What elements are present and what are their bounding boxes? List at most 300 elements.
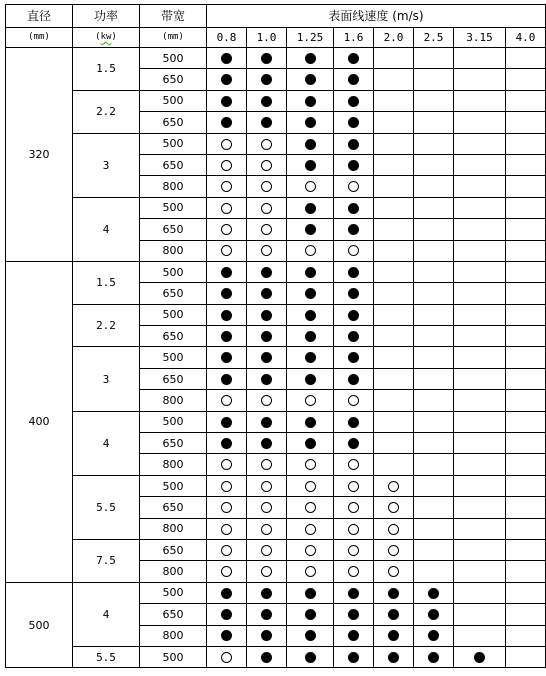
- speed-cell: [334, 347, 374, 368]
- speed-cell: [374, 411, 414, 432]
- speed-cell: [414, 261, 454, 282]
- speed-cell: [207, 48, 247, 69]
- speed-cell: [207, 283, 247, 304]
- speed-cell: [414, 433, 454, 454]
- belt-width-cell: 500: [140, 475, 207, 496]
- hollow-circle-icon: [388, 524, 399, 535]
- header-power-unit: [73, 28, 140, 48]
- filled-circle-icon: [221, 352, 232, 363]
- hollow-circle-icon: [221, 245, 232, 256]
- table-row: [6, 90, 546, 111]
- speed-cell: [207, 176, 247, 197]
- speed-cell: [454, 90, 506, 111]
- filled-circle-icon: [305, 374, 316, 385]
- filled-circle-icon: [305, 652, 316, 663]
- speed-cell: [454, 176, 506, 197]
- speed-cell: [207, 433, 247, 454]
- hollow-circle-icon: [261, 545, 272, 556]
- speed-cell: [247, 475, 287, 496]
- table-row: [6, 411, 546, 432]
- speed-cell: [454, 197, 506, 218]
- speed-cell: [414, 240, 454, 261]
- speed-cell: [374, 261, 414, 282]
- belt-width-cell: 650: [140, 368, 207, 389]
- speed-cell: [334, 154, 374, 175]
- speed-cell: [334, 261, 374, 282]
- speed-cell: [287, 304, 334, 325]
- speed-cell: [334, 390, 374, 411]
- filled-circle-icon: [348, 609, 359, 620]
- hollow-circle-icon: [348, 395, 359, 406]
- speed-cell: [454, 304, 506, 325]
- speed-cell: [334, 454, 374, 475]
- speed-cell: [414, 176, 454, 197]
- speed-cell: [287, 133, 334, 154]
- filled-circle-icon: [261, 288, 272, 299]
- speed-cell: [334, 368, 374, 389]
- hollow-circle-icon: [348, 502, 359, 513]
- filled-circle-icon: [305, 630, 316, 641]
- speed-cell: [506, 48, 546, 69]
- speed-cell: [506, 497, 546, 518]
- speed-cell: [207, 646, 247, 667]
- filled-circle-icon: [348, 331, 359, 342]
- speed-cell: [374, 197, 414, 218]
- speed-cell: [454, 69, 506, 90]
- speed-cell: [506, 304, 546, 325]
- speed-cell: [414, 48, 454, 69]
- speed-cell: [454, 411, 506, 432]
- speed-cell: [287, 347, 334, 368]
- speed-cell: [454, 625, 506, 646]
- speed-cell: [414, 154, 454, 175]
- speed-cell: [334, 197, 374, 218]
- filled-circle-icon: [221, 331, 232, 342]
- filled-circle-icon: [474, 652, 485, 663]
- speed-selection-table: [5, 4, 546, 668]
- speed-cell: [287, 454, 334, 475]
- speed-cell: [414, 347, 454, 368]
- speed-cell: [414, 539, 454, 560]
- filled-circle-icon: [305, 331, 316, 342]
- speed-cell: [414, 368, 454, 389]
- hollow-circle-icon: [221, 481, 232, 492]
- hollow-circle-icon: [221, 203, 232, 214]
- belt-width-cell: 650: [140, 497, 207, 518]
- hollow-circle-icon: [348, 566, 359, 577]
- filled-circle-icon: [221, 310, 232, 321]
- power-cell: 5.5: [73, 475, 140, 539]
- speed-cell: [287, 518, 334, 539]
- speed-cell: [207, 604, 247, 625]
- speed-cell: [374, 48, 414, 69]
- filled-circle-icon: [305, 438, 316, 449]
- speed-cell: [334, 240, 374, 261]
- speed-cell: [207, 368, 247, 389]
- speed-cell: [247, 518, 287, 539]
- speed-cell: [207, 475, 247, 496]
- filled-circle-icon: [305, 117, 316, 128]
- speed-cell: [287, 475, 334, 496]
- filled-circle-icon: [348, 117, 359, 128]
- speed-cell: [506, 646, 546, 667]
- hollow-circle-icon: [261, 395, 272, 406]
- speed-cell: [334, 561, 374, 582]
- speed-cell: [207, 133, 247, 154]
- belt-width-cell: 800: [140, 454, 207, 475]
- speed-cell: [454, 561, 506, 582]
- speed-cell: [207, 112, 247, 133]
- power-cell: 1.5: [73, 48, 140, 91]
- speed-cell: [287, 539, 334, 560]
- filled-circle-icon: [261, 652, 272, 663]
- speed-cell: [334, 625, 374, 646]
- speed-cell: [247, 646, 287, 667]
- header-power: 功率: [73, 5, 140, 28]
- belt-width-cell: 650: [140, 326, 207, 347]
- filled-circle-icon: [261, 117, 272, 128]
- speed-cell: [374, 283, 414, 304]
- speed-cell: [454, 219, 506, 240]
- speed-cell: [207, 625, 247, 646]
- table-row: [6, 133, 546, 154]
- speed-cell: [334, 497, 374, 518]
- filled-circle-icon: [221, 117, 232, 128]
- speed-cell: [247, 48, 287, 69]
- speed-cell: [334, 411, 374, 432]
- speed-cell: [207, 497, 247, 518]
- hollow-circle-icon: [305, 395, 316, 406]
- speed-cell: [247, 625, 287, 646]
- speed-cell: [374, 518, 414, 539]
- speed-cell: [454, 133, 506, 154]
- filled-circle-icon: [305, 267, 316, 278]
- hollow-circle-icon: [261, 566, 272, 577]
- filled-circle-icon: [261, 352, 272, 363]
- speed-cell: [414, 411, 454, 432]
- speed-cell: [247, 133, 287, 154]
- speed-cell: [374, 90, 414, 111]
- filled-circle-icon: [305, 310, 316, 321]
- speed-cell: [287, 582, 334, 603]
- hollow-circle-icon: [261, 203, 272, 214]
- hollow-circle-icon: [388, 566, 399, 577]
- speed-cell: [454, 433, 506, 454]
- filled-circle-icon: [348, 310, 359, 321]
- speed-cell: [287, 90, 334, 111]
- hollow-circle-icon: [348, 459, 359, 470]
- speed-cell: [287, 154, 334, 175]
- table-row: [6, 539, 546, 560]
- filled-circle-icon: [388, 630, 399, 641]
- filled-circle-icon: [305, 288, 316, 299]
- power-cell: 2.2: [73, 304, 140, 347]
- filled-circle-icon: [305, 160, 316, 171]
- speed-cell: [334, 646, 374, 667]
- speed-cell: [454, 154, 506, 175]
- speed-cell: [374, 240, 414, 261]
- speed-cell: [334, 133, 374, 154]
- belt-width-cell: 650: [140, 283, 207, 304]
- speed-cell: [454, 582, 506, 603]
- table-row: [6, 48, 546, 69]
- speed-cell: [287, 368, 334, 389]
- speed-cell: [207, 454, 247, 475]
- speed-cell: [414, 219, 454, 240]
- filled-circle-icon: [261, 267, 272, 278]
- speed-cell: [374, 433, 414, 454]
- speed-cell: [287, 561, 334, 582]
- table-body: [6, 5, 546, 668]
- speed-cell: [506, 411, 546, 432]
- filled-circle-icon: [348, 203, 359, 214]
- header-units-row: [6, 28, 546, 48]
- speed-cell: [287, 48, 334, 69]
- speed-cell: [287, 326, 334, 347]
- speed-cell: [247, 219, 287, 240]
- speed-cell: [454, 368, 506, 389]
- hollow-circle-icon: [348, 245, 359, 256]
- filled-circle-icon: [305, 417, 316, 428]
- hollow-circle-icon: [261, 459, 272, 470]
- belt-width-cell: 500: [140, 197, 207, 218]
- belt-width-cell: 800: [140, 561, 207, 582]
- filled-circle-icon: [305, 352, 316, 363]
- speed-cell: [247, 561, 287, 582]
- speed-cell: [374, 561, 414, 582]
- filled-circle-icon: [348, 588, 359, 599]
- speed-cell: [414, 475, 454, 496]
- speed-cell: [374, 112, 414, 133]
- speed-cell: [334, 112, 374, 133]
- speed-cell: [287, 433, 334, 454]
- speed-cell: [454, 454, 506, 475]
- speed-cell: [506, 240, 546, 261]
- speed-cell: [454, 112, 506, 133]
- belt-width-cell: 650: [140, 539, 207, 560]
- speed-cell: [506, 112, 546, 133]
- speed-header: 0.8: [207, 28, 247, 48]
- speed-cell: [506, 133, 546, 154]
- speed-cell: [454, 539, 506, 560]
- speed-cell: [414, 518, 454, 539]
- belt-width-cell: 650: [140, 433, 207, 454]
- hollow-circle-icon: [348, 524, 359, 535]
- filled-circle-icon: [221, 267, 232, 278]
- speed-cell: [454, 518, 506, 539]
- table-row: [6, 197, 546, 218]
- belt-width-cell: 500: [140, 347, 207, 368]
- speed-cell: [207, 411, 247, 432]
- speed-cell: [207, 518, 247, 539]
- speed-cell: [454, 48, 506, 69]
- filled-circle-icon: [221, 53, 232, 64]
- filled-circle-icon: [221, 374, 232, 385]
- belt-width-cell: 800: [140, 625, 207, 646]
- belt-width-cell: 650: [140, 69, 207, 90]
- speed-cell: [374, 154, 414, 175]
- filled-circle-icon: [388, 609, 399, 620]
- filled-circle-icon: [305, 588, 316, 599]
- speed-cell: [247, 368, 287, 389]
- header-belt-width: 带宽: [140, 5, 207, 28]
- speed-cell: [334, 90, 374, 111]
- belt-width-cell: 500: [140, 133, 207, 154]
- power-unit-kw: kw: [100, 32, 112, 42]
- table-row: [6, 347, 546, 368]
- speed-cell: [414, 304, 454, 325]
- filled-circle-icon: [261, 609, 272, 620]
- power-cell: 2.2: [73, 90, 140, 133]
- filled-circle-icon: [221, 588, 232, 599]
- speed-cell: [247, 326, 287, 347]
- filled-circle-icon: [305, 96, 316, 107]
- speed-cell: [287, 240, 334, 261]
- filled-circle-icon: [305, 203, 316, 214]
- header-surface-speed: 表面线速度 (m/s): [207, 5, 546, 28]
- filled-circle-icon: [348, 74, 359, 85]
- speed-cell: [374, 625, 414, 646]
- speed-cell: [287, 261, 334, 282]
- speed-cell: [247, 154, 287, 175]
- hollow-circle-icon: [305, 524, 316, 535]
- filled-circle-icon: [221, 74, 232, 85]
- speed-cell: [506, 283, 546, 304]
- speed-cell: [506, 326, 546, 347]
- speed-cell: [374, 475, 414, 496]
- speed-cell: [334, 304, 374, 325]
- hollow-circle-icon: [221, 160, 232, 171]
- speed-cell: [454, 326, 506, 347]
- speed-cell: [414, 582, 454, 603]
- filled-circle-icon: [221, 630, 232, 641]
- speed-cell: [207, 347, 247, 368]
- speed-cell: [414, 133, 454, 154]
- belt-width-cell: 650: [140, 604, 207, 625]
- filled-circle-icon: [221, 96, 232, 107]
- hollow-circle-icon: [261, 481, 272, 492]
- power-cell: 7.5: [73, 539, 140, 582]
- belt-width-cell: 500: [140, 48, 207, 69]
- speed-cell: [374, 604, 414, 625]
- speed-cell: [287, 390, 334, 411]
- speed-cell: [207, 219, 247, 240]
- speed-header: 1.0: [247, 28, 287, 48]
- speed-cell: [506, 539, 546, 560]
- speed-cell: [247, 261, 287, 282]
- filled-circle-icon: [388, 652, 399, 663]
- speed-cell: [247, 497, 287, 518]
- speed-cell: [247, 197, 287, 218]
- speed-cell: [287, 604, 334, 625]
- belt-width-cell: 800: [140, 176, 207, 197]
- hollow-circle-icon: [221, 139, 232, 150]
- speed-cell: [454, 604, 506, 625]
- speed-cell: [414, 112, 454, 133]
- filled-circle-icon: [221, 288, 232, 299]
- diameter-cell: 320: [6, 48, 73, 262]
- speed-cell: [207, 326, 247, 347]
- power-cell: 3: [73, 347, 140, 411]
- filled-circle-icon: [261, 438, 272, 449]
- hollow-circle-icon: [221, 545, 232, 556]
- header-diameter-unit: (mm): [6, 28, 73, 48]
- speed-cell: [374, 326, 414, 347]
- speed-cell: [247, 240, 287, 261]
- speed-cell: [374, 304, 414, 325]
- speed-cell: [334, 582, 374, 603]
- speed-cell: [506, 433, 546, 454]
- hollow-circle-icon: [305, 481, 316, 492]
- speed-header: 1.6: [334, 28, 374, 48]
- filled-circle-icon: [305, 139, 316, 150]
- filled-circle-icon: [305, 53, 316, 64]
- speed-cell: [414, 646, 454, 667]
- speed-cell: [207, 69, 247, 90]
- speed-cell: [207, 240, 247, 261]
- speed-cell: [414, 197, 454, 218]
- speed-cell: [454, 497, 506, 518]
- filled-circle-icon: [428, 630, 439, 641]
- speed-cell: [207, 539, 247, 560]
- speed-cell: [247, 390, 287, 411]
- speed-cell: [287, 646, 334, 667]
- power-cell: 4: [73, 411, 140, 475]
- speed-cell: [247, 304, 287, 325]
- filled-circle-icon: [428, 609, 439, 620]
- speed-cell: [287, 497, 334, 518]
- speed-cell: [247, 582, 287, 603]
- speed-cell: [287, 625, 334, 646]
- speed-cell: [454, 261, 506, 282]
- speed-cell: [454, 390, 506, 411]
- hollow-circle-icon: [261, 502, 272, 513]
- header-belt-width-unit: (mm): [140, 28, 207, 48]
- speed-cell: [287, 112, 334, 133]
- speed-cell: [247, 433, 287, 454]
- filled-circle-icon: [348, 417, 359, 428]
- filled-circle-icon: [388, 588, 399, 599]
- filled-circle-icon: [261, 417, 272, 428]
- hollow-circle-icon: [221, 395, 232, 406]
- filled-circle-icon: [348, 53, 359, 64]
- speed-cell: [247, 411, 287, 432]
- hollow-circle-icon: [305, 245, 316, 256]
- belt-width-cell: 650: [140, 112, 207, 133]
- speed-cell: [334, 475, 374, 496]
- speed-cell: [506, 604, 546, 625]
- speed-cell: [414, 497, 454, 518]
- speed-cell: [374, 539, 414, 560]
- speed-cell: [414, 326, 454, 347]
- speed-header: 2.0: [374, 28, 414, 48]
- speed-cell: [454, 646, 506, 667]
- hollow-circle-icon: [221, 181, 232, 192]
- speed-cell: [414, 625, 454, 646]
- speed-cell: [247, 112, 287, 133]
- hollow-circle-icon: [348, 181, 359, 192]
- speed-cell: [454, 347, 506, 368]
- power-cell: 4: [73, 197, 140, 261]
- power-cell: 1.5: [73, 261, 140, 304]
- filled-circle-icon: [348, 374, 359, 385]
- belt-width-cell: 500: [140, 261, 207, 282]
- filled-circle-icon: [348, 438, 359, 449]
- power-cell: 4: [73, 582, 140, 646]
- belt-width-cell: 500: [140, 646, 207, 667]
- speed-cell: [287, 411, 334, 432]
- filled-circle-icon: [348, 139, 359, 150]
